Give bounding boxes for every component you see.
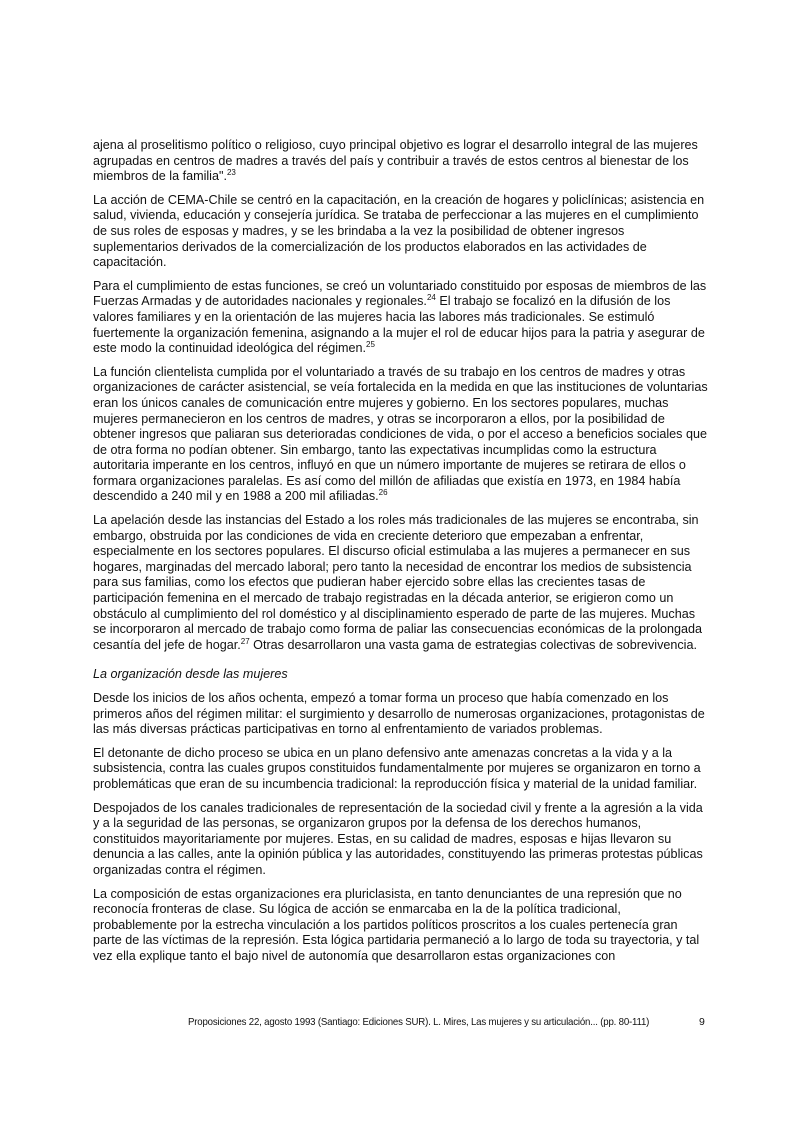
paragraph-4: [93, 365, 708, 505]
footnote-ref-26: 26: [378, 488, 388, 498]
paragraph-text-continued: El trabajo se focalizó en la difusión de los valores familiares y en la orientación de las mujeres hacia las labores más tradicionales. Se estimuló fuertemente la organización femenina, asignando a la mujer el rol de educar hijos para la patria y asegurar de este modo la continuidad ideológica del régimen.: [93, 294, 705, 356]
section-paragraph-1: Desde los inicios de los años ochenta, empezó a tomar forma un proceso que había comenzado en los primeros años del régimen militar: el surgimiento y desarrollo de numerosas organizaciones, protagonistas de las más diversas prácticas participativas en torno al enfrentamiento de variados problemas.: [93, 691, 705, 737]
paragraph-1: [93, 138, 708, 185]
footnote-ref-23: 23: [226, 168, 236, 177]
footnote-ref-25: 25: [366, 339, 375, 349]
paragraph-text-continued: Otras desarrollaron una vasta gama de estrategias colectivas de sobrevivencia.: [249, 637, 697, 652]
paragraph-text: La función clientelista cumplida por el voluntariado a través de su trabajo en los centros de madres y otras organizaciones de carácter asistencial, se veía fortalecida en la medida en que las instituciones de voluntarias eran los únicos canales de comunicación entre mujeres y gobierno. En los sectores populares, muchas mujeres permanecieron en los centros de madres, y otras se incorporaron a ellos, por la posibilidad de obtener ingresos que paliaran sus deterioradas condiciones de vida, o por el acceso a beneficios sociales que de otra forma no podían obtener. Sin embargo, tanto las expectativas incumplidas como la estructura autoritaria imperante en los centros, influyó en que un número importante de mujeres se retirara de ellos o formara organizaciones paralelas. Es así como del millón de afiliadas que existía en 1973, en 1984 había descendido a 240 mil y en 1988 a 200 mil afiliadas.: [93, 364, 708, 504]
paragraph-text: ajena al proselitismo político o religioso, cuyo principal objetivo es lograr el desarrollo integral de las mujeres agrupadas en centros de madres a través del país y contribuir a través de estos centros al bienestar de los miembros de la familia".: [93, 138, 698, 184]
footnote-ref-24: 24: [426, 293, 436, 303]
paragraph-text: La acción de CEMA-Chile se centró en la capacitación, en la creación de hogares y policlínicas; asistencia en salud, vivienda, educación y consejería jurídica. Se trataba de perfeccionar a las mujeres en el cumplimiento de sus roles de esposas y madres, y se les brindaba a la vez la posibilidad de obtener ingresos suplementarios derivados de la comercialización de los productos elaborados en las actividades de capacitación.: [93, 192, 705, 270]
paragraph-2: [93, 193, 708, 271]
paragraph-3: [93, 279, 708, 357]
section-paragraph-3: Despojados de los canales tradicionales de representación de la sociedad civil y frente a la agresión a la vida y a la seguridad de las personas, se organizaron grupos por la defensa de los derechos humanos, constituidos mayoritariamente por mujeres. Estas, en su calidad de madres, esposas e hijas llevaron su denuncia a las calles, ante la opinión pública y las autoridades, constituyendo las primeras protestas públicas organizadas contra el régimen.: [93, 800, 703, 877]
paragraph-5: [93, 513, 708, 653]
body-text: [93, 138, 708, 973]
paragraph-text: La apelación desde las instancias del Estado a los roles más tradicionales de las mujeres se encontraba, sin embargo, obstruida por las condiciones de vida en creciente deterioro que empezaban a enfrentar, especialmente en los sectores populares. El discurso oficial estimulaba a las mujeres a permanecer en sus hogares, marginadas del mercado laboral; pero tanto la necesidad de encontrar los medios de subsistencia para sus familias, como los efectos que pudieran haber ejercido sobre ellas las crecientes tasas de participación femenina en el mercado de trabajo registradas en la década anterior, se erigieron como un obstáculo al cumplimiento del rol doméstico y al disciplinamiento esperado de parte de las mujeres. Muchas se incorporaron al mercado de trabajo como forma de paliar las consecuencias económicas de la prolongada cesantía del jefe de hogar.: [93, 513, 703, 652]
footnote-ref-27: 27: [240, 636, 250, 646]
page-number: 9: [699, 1016, 705, 1028]
paragraph-text: Para el cumplimiento de estas funciones, se creó un voluntariado constituido por esposas de miembros de las Fuerzas Armadas y de autoridades nacionales y regionales.: [93, 278, 707, 309]
section-paragraph-2: El detonante de dicho proceso se ubica en un plano defensivo ante amenazas concretas a la vida y a la subsistencia, contra las cuales grupos constituidos fundamentalmente por mujeres se organizaron en torno a problemáticas que eran de su incumbencia tradicional: la reproducción física y material de la unidad familiar.: [93, 745, 701, 791]
section-paragraph-4: La composición de estas organizaciones era pluriclasista, en tanto denunciantes de una represión que no reconocía fronteras de clase. Su lógica de acción se enmarcaba en la de la política tradicional, probablemente por la estrecha vinculación a los partidos políticos proscritos a los cuales pertenecía gran parte de las víctimas de la represión. Esta lógica partidaria permaneció a lo largo de toda su trayectoria, y tal vez ella explique tanto el bajo nivel de autonomía que desarrollaron estas organizaciones con: [93, 886, 700, 963]
section-heading: La organización desde las mujeres: [93, 667, 288, 682]
footer-citation: Proposiciones 22, agosto 1993 (Santiago: Ediciones SUR). L. Mires, Las mujeres y su articulación... (pp. 80-111): [188, 1016, 650, 1028]
page-footer: [0, 1016, 800, 1036]
